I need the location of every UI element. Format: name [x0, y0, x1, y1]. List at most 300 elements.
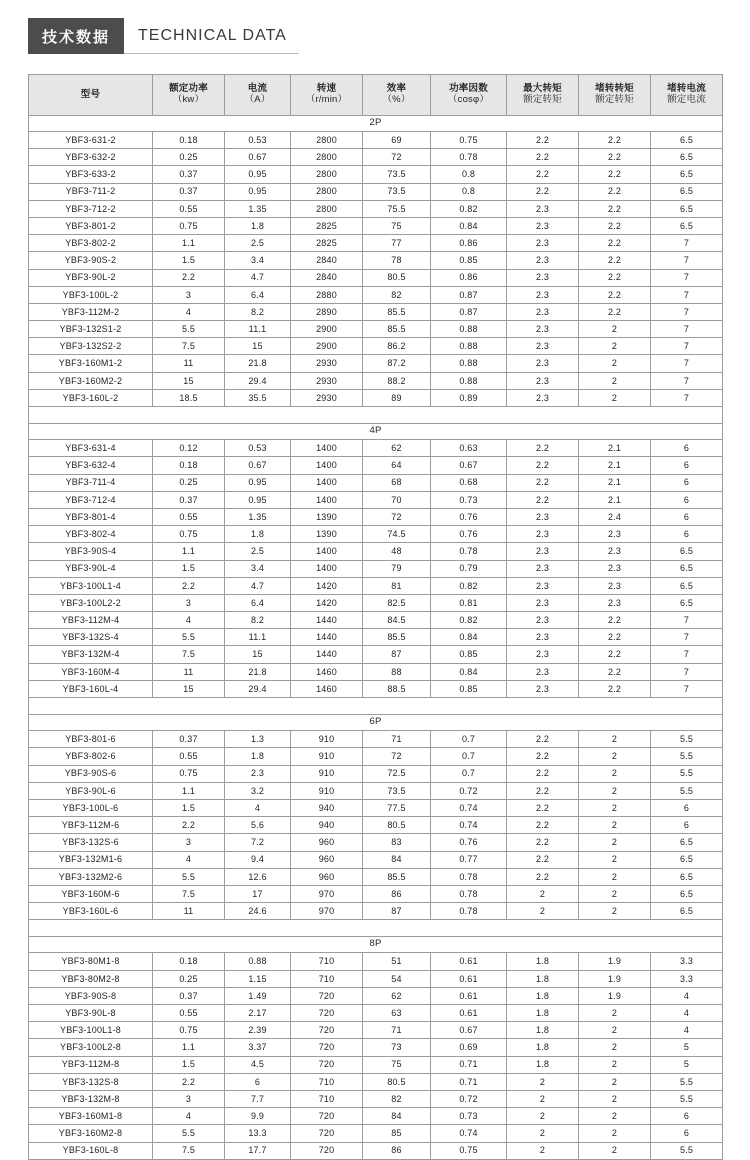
cell-value: 6: [651, 1108, 723, 1125]
cell-value: 2.17: [225, 1005, 291, 1022]
cell-value: 2.3: [507, 200, 579, 217]
cell-value: 0.86: [431, 269, 507, 286]
cell-value: 71: [363, 1022, 431, 1039]
cell-value: 2: [507, 1142, 579, 1159]
cell-value: 88.5: [363, 680, 431, 697]
cell-value: 2.3: [507, 235, 579, 252]
cell-value: 2800: [291, 166, 363, 183]
cell-value: 71: [363, 731, 431, 748]
table-row: [29, 166, 723, 183]
cell-value: 7: [651, 252, 723, 269]
column-header-efficiency: 效率 （%）: [363, 75, 431, 116]
cell-value: 87: [363, 646, 431, 663]
cell-value: 13.3: [225, 1125, 291, 1142]
cell-value: 2.2: [507, 457, 579, 474]
cell-value: 83: [363, 834, 431, 851]
cell-value: 1.8: [507, 987, 579, 1004]
cell-value: 15: [153, 680, 225, 697]
cell-value: 5.5: [153, 868, 225, 885]
cell-value: 2: [579, 851, 651, 868]
table-row: [29, 851, 723, 868]
cell-model: YBF3-160L-2: [29, 389, 153, 406]
cell-value: 15: [225, 338, 291, 355]
cell-value: 5: [651, 1039, 723, 1056]
cell-value: 7: [651, 629, 723, 646]
cell-value: 5.5: [651, 782, 723, 799]
cell-value: 2.3: [579, 577, 651, 594]
table-row: [29, 508, 723, 525]
table-row: [29, 149, 723, 166]
cell-value: 1.5: [153, 252, 225, 269]
cell-value: 0.85: [431, 680, 507, 697]
cell-value: 1.1: [153, 782, 225, 799]
pole-group-row: [29, 116, 723, 132]
cell-value: 0.75: [431, 132, 507, 149]
cell-model: YBF3-802-6: [29, 748, 153, 765]
cell-value: 2.3: [507, 646, 579, 663]
cell-model: YBF3-631-2: [29, 132, 153, 149]
cell-value: 2.1: [579, 474, 651, 491]
cell-value: 7: [651, 338, 723, 355]
cell-value: 2930: [291, 389, 363, 406]
cell-value: 29.4: [225, 372, 291, 389]
cell-value: 2.3: [507, 286, 579, 303]
cell-value: 0.61: [431, 1005, 507, 1022]
cell-value: 3.4: [225, 560, 291, 577]
cell-value: 64: [363, 457, 431, 474]
cell-value: 940: [291, 817, 363, 834]
cell-value: 2: [507, 885, 579, 902]
cell-value: 86: [363, 885, 431, 902]
cell-value: 11.1: [225, 321, 291, 338]
cell-value: 6: [651, 508, 723, 525]
cell-value: 2.2: [579, 149, 651, 166]
cell-value: 54: [363, 970, 431, 987]
table-row: [29, 474, 723, 491]
cell-value: 0.73: [431, 1108, 507, 1125]
cell-value: 6.5: [651, 577, 723, 594]
cell-value: 2: [579, 834, 651, 851]
cell-value: 11: [153, 903, 225, 920]
cell-value: 4: [651, 1005, 723, 1022]
cell-value: 3.4: [225, 252, 291, 269]
cell-value: 1.35: [225, 508, 291, 525]
cell-value: 85: [363, 1125, 431, 1142]
cell-value: 2.3: [507, 526, 579, 543]
cell-model: YBF3-160M-4: [29, 663, 153, 680]
cell-value: 0.78: [431, 543, 507, 560]
cell-value: 0.71: [431, 1056, 507, 1073]
table-row: [29, 1039, 723, 1056]
table-row: [29, 252, 723, 269]
cell-value: 1.15: [225, 970, 291, 987]
cell-model: YBF3-160M-6: [29, 885, 153, 902]
table-row: [29, 132, 723, 149]
cell-value: 0.8: [431, 166, 507, 183]
table-row: [29, 799, 723, 816]
cell-value: 0.7: [431, 731, 507, 748]
table-row: [29, 1090, 723, 1107]
cell-value: 0.37: [153, 183, 225, 200]
cell-model: YBF3-80M2-8: [29, 970, 153, 987]
cell-value: 0.25: [153, 970, 225, 987]
table-row: [29, 1022, 723, 1039]
cell-value: 74.5: [363, 526, 431, 543]
cell-value: 2.3: [507, 508, 579, 525]
cell-value: 4: [651, 1022, 723, 1039]
cell-value: 1.5: [153, 799, 225, 816]
cell-value: 6.5: [651, 851, 723, 868]
pole-group-row: [29, 424, 723, 440]
cell-value: 0.67: [225, 457, 291, 474]
table-row: [29, 235, 723, 252]
cell-value: 2.2: [579, 286, 651, 303]
cell-value: 2.2: [579, 269, 651, 286]
column-header-power-factor: 功率因数 （cosφ）: [431, 75, 507, 116]
cell-value: 6.5: [651, 903, 723, 920]
cell-value: 0.53: [225, 132, 291, 149]
cell-value: 2: [507, 903, 579, 920]
cell-value: 0.78: [431, 885, 507, 902]
cell-value: 1420: [291, 577, 363, 594]
cell-model: YBF3-802-4: [29, 526, 153, 543]
cell-value: 15: [225, 646, 291, 663]
cell-value: 2.3: [507, 389, 579, 406]
table-row: [29, 782, 723, 799]
cell-value: 6.5: [651, 834, 723, 851]
cell-value: 2840: [291, 252, 363, 269]
cell-value: 77: [363, 235, 431, 252]
cell-value: 8.2: [225, 612, 291, 629]
cell-value: 0.72: [431, 1090, 507, 1107]
cell-value: 6: [651, 526, 723, 543]
table-row: [29, 338, 723, 355]
cell-value: 86: [363, 1142, 431, 1159]
pole-group-row: [29, 937, 723, 953]
cell-value: 2900: [291, 338, 363, 355]
cell-value: 88: [363, 663, 431, 680]
cell-value: 0.63: [431, 440, 507, 457]
cell-value: 35.5: [225, 389, 291, 406]
cell-value: 1.9: [579, 970, 651, 987]
group-spacer-cell: [29, 698, 723, 715]
cell-value: 6.5: [651, 217, 723, 234]
cell-value: 9.9: [225, 1108, 291, 1125]
cell-value: 0.61: [431, 953, 507, 970]
cell-value: 84.5: [363, 612, 431, 629]
cell-value: 2: [579, 731, 651, 748]
cell-value: 7: [651, 235, 723, 252]
cell-model: YBF3-132S-6: [29, 834, 153, 851]
cell-value: 3.2: [225, 782, 291, 799]
cell-value: 0.61: [431, 970, 507, 987]
cell-value: 0.95: [225, 166, 291, 183]
cell-value: 720: [291, 1005, 363, 1022]
cell-value: 1.9: [579, 987, 651, 1004]
cell-value: 7: [651, 372, 723, 389]
cell-value: 6.5: [651, 560, 723, 577]
cell-value: 6: [651, 440, 723, 457]
cell-model: YBF3-112M-2: [29, 303, 153, 320]
cell-value: 2: [579, 765, 651, 782]
cell-value: 2.3: [507, 355, 579, 372]
cell-value: 1.1: [153, 1039, 225, 1056]
cell-model: YBF3-90L-6: [29, 782, 153, 799]
cell-value: 2.1: [579, 491, 651, 508]
cell-value: 0.68: [431, 474, 507, 491]
table-row: [29, 646, 723, 663]
cell-value: 2.2: [507, 868, 579, 885]
cell-value: 710: [291, 1090, 363, 1107]
cell-value: 73.5: [363, 183, 431, 200]
cell-value: 0.37: [153, 166, 225, 183]
cell-value: 2.3: [579, 543, 651, 560]
cell-value: 720: [291, 1056, 363, 1073]
cell-value: 2.2: [507, 149, 579, 166]
cell-value: 2800: [291, 183, 363, 200]
cell-value: 2: [579, 389, 651, 406]
cell-value: 6.5: [651, 132, 723, 149]
table-row: [29, 491, 723, 508]
cell-value: 0.67: [225, 149, 291, 166]
cell-value: 0.85: [431, 646, 507, 663]
cell-value: 5.5: [153, 1125, 225, 1142]
cell-value: 2: [579, 1022, 651, 1039]
table-row: [29, 543, 723, 560]
cell-model: YBF3-90L-4: [29, 560, 153, 577]
cell-value: 7: [651, 612, 723, 629]
cell-value: 1400: [291, 543, 363, 560]
cell-value: 720: [291, 1022, 363, 1039]
cell-value: 6: [651, 457, 723, 474]
cell-value: 4: [153, 612, 225, 629]
cell-value: 79: [363, 560, 431, 577]
cell-value: 0.95: [225, 183, 291, 200]
cell-value: 2.5: [225, 235, 291, 252]
cell-value: 2: [579, 372, 651, 389]
cell-value: 7.5: [153, 646, 225, 663]
table-row: [29, 731, 723, 748]
cell-value: 17: [225, 885, 291, 902]
cell-value: 82: [363, 286, 431, 303]
cell-value: 960: [291, 851, 363, 868]
cell-value: 2: [579, 1142, 651, 1159]
table-row: [29, 817, 723, 834]
table-row: [29, 200, 723, 217]
cell-value: 5.5: [153, 321, 225, 338]
cell-value: 720: [291, 1039, 363, 1056]
cell-value: 0.88: [431, 372, 507, 389]
cell-value: 7.2: [225, 834, 291, 851]
cell-value: 5.5: [651, 1073, 723, 1090]
cell-model: YBF3-160L-8: [29, 1142, 153, 1159]
table-header-row: [29, 75, 723, 116]
cell-value: 2.2: [507, 748, 579, 765]
table-row: [29, 680, 723, 697]
cell-value: 2: [579, 885, 651, 902]
cell-value: 2: [579, 748, 651, 765]
cell-value: 89: [363, 389, 431, 406]
cell-value: 73.5: [363, 166, 431, 183]
table-row: [29, 183, 723, 200]
cell-value: 0.84: [431, 217, 507, 234]
table-row: [29, 748, 723, 765]
cell-value: 7: [651, 663, 723, 680]
cell-model: YBF3-112M-4: [29, 612, 153, 629]
cell-value: 0.76: [431, 834, 507, 851]
cell-value: 6.5: [651, 149, 723, 166]
cell-model: YBF3-112M-6: [29, 817, 153, 834]
cell-value: 2.2: [507, 731, 579, 748]
cell-value: 73: [363, 1039, 431, 1056]
group-spacer: [29, 407, 723, 424]
cell-value: 2.1: [579, 440, 651, 457]
cell-value: 7: [651, 646, 723, 663]
cell-value: 75.5: [363, 200, 431, 217]
cell-value: 2890: [291, 303, 363, 320]
table-row: [29, 303, 723, 320]
table-row: [29, 526, 723, 543]
cell-value: 1.8: [225, 748, 291, 765]
cell-value: 1400: [291, 457, 363, 474]
cell-value: 18.5: [153, 389, 225, 406]
cell-value: 4: [153, 1108, 225, 1125]
cell-value: 2.2: [507, 782, 579, 799]
cell-value: 0.85: [431, 252, 507, 269]
cell-model: YBF3-160M1-8: [29, 1108, 153, 1125]
cell-model: YBF3-132M1-6: [29, 851, 153, 868]
cell-value: 82: [363, 1090, 431, 1107]
cell-value: 2.39: [225, 1022, 291, 1039]
cell-value: 2: [579, 321, 651, 338]
table-body: [29, 116, 723, 1160]
table-row: [29, 577, 723, 594]
cell-value: 2800: [291, 132, 363, 149]
cell-value: 1.35: [225, 200, 291, 217]
cell-value: 0.88: [431, 321, 507, 338]
cell-value: 2.2: [507, 440, 579, 457]
cell-value: 0.87: [431, 303, 507, 320]
cell-value: 910: [291, 765, 363, 782]
table-row: [29, 612, 723, 629]
cell-model: YBF3-160L-4: [29, 680, 153, 697]
cell-value: 2.2: [507, 474, 579, 491]
cell-value: 4: [225, 799, 291, 816]
cell-value: 6.4: [225, 594, 291, 611]
cell-value: 2: [507, 1090, 579, 1107]
cell-value: 0.18: [153, 132, 225, 149]
cell-value: 1390: [291, 508, 363, 525]
cell-value: 720: [291, 1108, 363, 1125]
cell-value: 710: [291, 970, 363, 987]
cell-value: 2.2: [579, 166, 651, 183]
table-row: [29, 440, 723, 457]
cell-value: 2.3: [507, 321, 579, 338]
cell-value: 1.49: [225, 987, 291, 1004]
table-row: [29, 594, 723, 611]
cell-value: 7: [651, 269, 723, 286]
cell-value: 7: [651, 303, 723, 320]
cell-value: 2: [579, 868, 651, 885]
cell-value: 1.5: [153, 1056, 225, 1073]
cell-value: 5.5: [651, 731, 723, 748]
cell-value: 62: [363, 440, 431, 457]
cell-value: 720: [291, 987, 363, 1004]
cell-value: 2: [579, 1005, 651, 1022]
cell-value: 0.74: [431, 817, 507, 834]
cell-value: 2: [579, 903, 651, 920]
table-row: [29, 372, 723, 389]
cell-model: YBF3-90S-4: [29, 543, 153, 560]
page-title-cn: 技术数据: [28, 18, 124, 54]
cell-value: 2930: [291, 372, 363, 389]
column-header-max-torque-ratio: 最大转矩 额定转矩: [507, 75, 579, 116]
cell-value: 7.7: [225, 1090, 291, 1107]
cell-value: 2.3: [507, 594, 579, 611]
cell-value: 0.55: [153, 1005, 225, 1022]
pole-group-label: 2P: [29, 116, 723, 132]
table-row: [29, 1125, 723, 1142]
cell-value: 3.37: [225, 1039, 291, 1056]
cell-value: 2.2: [507, 765, 579, 782]
cell-value: 77.5: [363, 799, 431, 816]
cell-value: 6.5: [651, 885, 723, 902]
cell-value: 0.61: [431, 987, 507, 1004]
cell-value: 0.75: [431, 1142, 507, 1159]
cell-model: YBF3-132M-8: [29, 1090, 153, 1107]
cell-value: 0.18: [153, 457, 225, 474]
cell-model: YBF3-160M1-2: [29, 355, 153, 372]
page-title-en: TECHNICAL DATA: [124, 18, 299, 54]
cell-value: 2.3: [507, 269, 579, 286]
cell-value: 2: [579, 338, 651, 355]
cell-value: 11: [153, 663, 225, 680]
cell-model: YBF3-132M-4: [29, 646, 153, 663]
cell-value: 2.3: [507, 338, 579, 355]
cell-value: 80.5: [363, 269, 431, 286]
table-row: [29, 1056, 723, 1073]
cell-value: 910: [291, 748, 363, 765]
cell-value: 0.7: [431, 765, 507, 782]
column-header-rated-power: 额定功率 （kw）: [153, 75, 225, 116]
cell-value: 6: [651, 799, 723, 816]
table-row: [29, 1005, 723, 1022]
cell-model: YBF3-132M2-6: [29, 868, 153, 885]
cell-value: 1.1: [153, 235, 225, 252]
cell-value: 72: [363, 508, 431, 525]
cell-value: 2.3: [507, 612, 579, 629]
cell-value: 11: [153, 355, 225, 372]
cell-model: YBF3-711-2: [29, 183, 153, 200]
cell-value: 2: [579, 799, 651, 816]
cell-value: 87.2: [363, 355, 431, 372]
cell-value: 2.2: [507, 166, 579, 183]
cell-value: 80.5: [363, 1073, 431, 1090]
cell-value: 2.2: [579, 680, 651, 697]
cell-value: 69: [363, 132, 431, 149]
cell-value: 85.5: [363, 321, 431, 338]
cell-value: 2.2: [507, 491, 579, 508]
cell-value: 1440: [291, 612, 363, 629]
cell-value: 2.2: [579, 183, 651, 200]
cell-value: 2: [579, 1039, 651, 1056]
cell-value: 17.7: [225, 1142, 291, 1159]
cell-value: 2900: [291, 321, 363, 338]
cell-value: 0.87: [431, 286, 507, 303]
cell-value: 6: [651, 817, 723, 834]
cell-value: 0.75: [153, 765, 225, 782]
cell-value: 5.5: [651, 748, 723, 765]
